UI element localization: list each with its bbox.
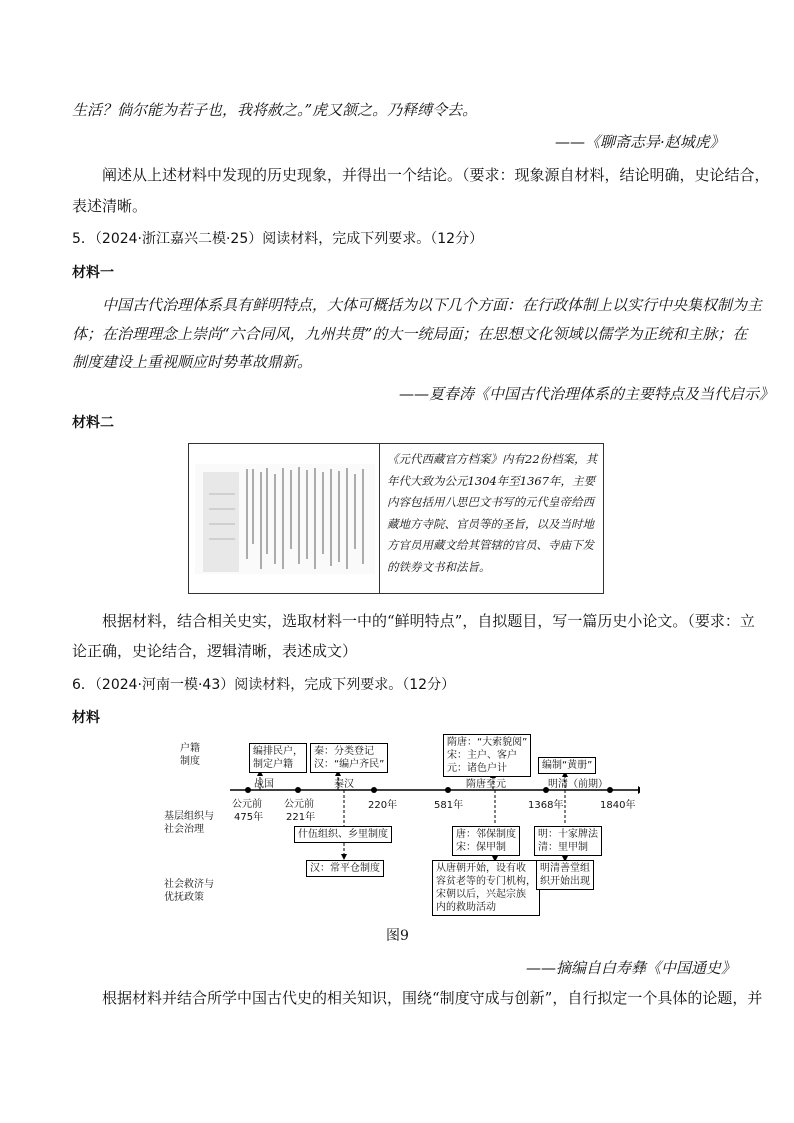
source-citation: ——《聊斋志异·赵城虎》: [555, 133, 725, 151]
row-label: 优抚政策: [164, 892, 204, 903]
timeline-box: 编排民户， 制定户籍: [249, 743, 307, 773]
task-text: 论正确，史论结合，逻辑清晰，表述成文）: [72, 642, 358, 660]
task-text: 表述清晰。: [72, 197, 148, 215]
figure-caption: 图9: [386, 928, 409, 944]
archive-description: 《元代西藏官方档案》内有22份档案，其年代大致为公元1304年至1367年，主要内容包括用八思巴文书写的元代皇帝给西藏地方寺院、官员等的圣旨，以及当时地方官员用藏文给其管辖的官员、寺庙下发的铁券文书和法旨。: [387, 452, 598, 574]
timeline-box: 明清善堂组 织开始出现: [536, 860, 594, 890]
material-text: 体；在治理理念上崇尚“六合同风，九州共贯”的大一统局面；在思想文化领域以儒学为正统和主脉；在: [72, 325, 748, 343]
timeline-box: 编制“黄册”: [538, 757, 596, 774]
era-label: 明清（前期）: [548, 779, 608, 790]
source-citation: ——摘编自白寿彝《中国通史》: [526, 959, 737, 977]
era-label: 秦汉: [334, 779, 354, 790]
material-label: 材料一: [72, 265, 114, 281]
era-label: 战国: [254, 779, 274, 790]
archive-document-image: [195, 464, 375, 574]
tick-label: 220年: [368, 800, 398, 811]
paragraph-continuation: 生活？倘尔能为若子也，我将赦之。”虎又颔之。乃释缚令去。: [72, 101, 478, 119]
source-citation: ——夏春涛《中国古代治理体系的主要特点及当代启示》: [399, 385, 775, 403]
timeline-box: 明：十家牌法 清：里甲制: [534, 826, 602, 856]
timeline-box: 汉：常平仓制度: [306, 860, 384, 877]
material-label: 材料: [72, 710, 100, 726]
tick-label: 公元前: [284, 799, 314, 810]
question-heading: 5．（2024·浙江嘉兴二模·25）阅读材料，完成下列要求。（12分）: [72, 231, 484, 247]
material-label: 材料二: [72, 415, 114, 431]
row-label: 基层组织与: [164, 811, 214, 822]
row-label: 社会治理: [164, 824, 204, 835]
timeline-box: 从唐朝开始，设有收 容贫老等的专门机构， 宋朝以后，兴起宗族 内的救助活动: [432, 860, 540, 916]
question-heading: 6．（2024·河南一模·43）阅读材料，完成下列要求。（12分）: [72, 677, 456, 693]
task-text: 根据材料，结合相关史实，选取材料一中的“鲜明特点”，自拟题目，写一篇历史小论文。（要求：立: [102, 612, 755, 630]
timeline-box: 唐：邻保制度 宋：保甲制: [452, 826, 520, 856]
material-text: 中国古代治理体系具有鲜明特点，大体可概括为以下几个方面：在行政体制上以实行中央集权制为主: [102, 296, 763, 314]
archive-figure: [188, 443, 604, 594]
tick-label: 221年: [286, 812, 316, 823]
tick-label: 475年: [234, 812, 264, 823]
task-text: 根据材料并结合所学中国古代史的相关知识，围绕“制度守成与创新”，自行拟定一个具体的论题，并: [102, 989, 763, 1007]
timeline-box: 秦：分类登记 汉：“编户齐民”: [310, 743, 388, 773]
timeline-box: 什伍组织、乡里制度: [294, 826, 392, 843]
timeline-box: 隋唐：“大索貌阅” 宋：主户、客户 元：诸色户计: [443, 734, 531, 777]
era-label: 隋唐至元: [466, 779, 506, 790]
tick-label: 1368年: [528, 800, 564, 811]
row-label: 社会救济与: [164, 879, 214, 890]
row-label: 户籍: [180, 743, 200, 754]
tick-label: 1840年: [600, 800, 636, 811]
material-text: 制度建设上重视顺应时势革故鼎新。: [72, 353, 313, 371]
tick-label: 公元前: [232, 799, 262, 810]
task-text: 阐述从上述材料中发现的历史现象，并得出一个结论。（要求：现象源自材料，结论明确，史论结合，: [102, 166, 770, 184]
row-label: 制度: [180, 756, 200, 767]
tick-label: 581年: [434, 800, 464, 811]
institution-timeline-diagram: [160, 730, 640, 930]
